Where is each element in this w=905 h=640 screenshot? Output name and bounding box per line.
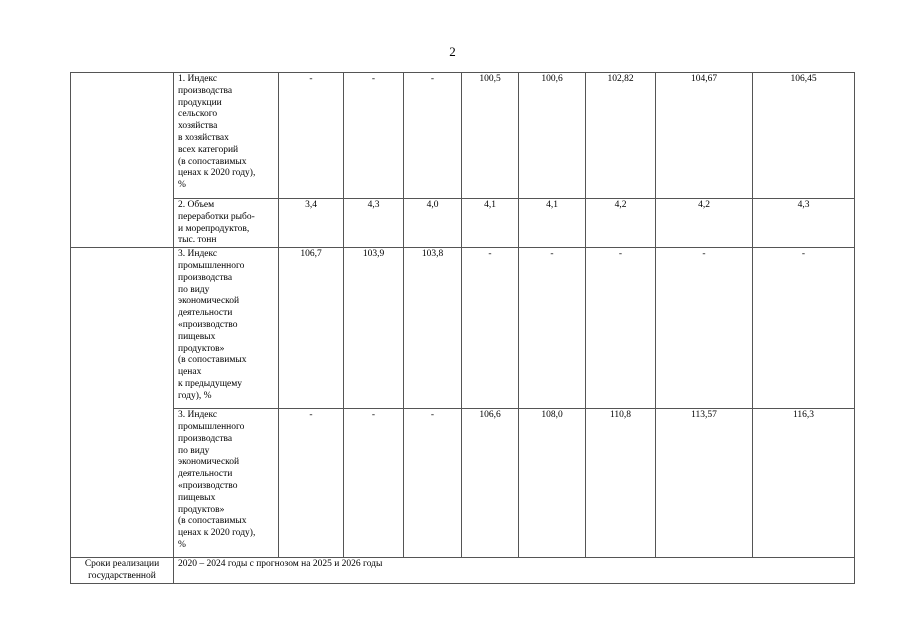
value-cell: 106,45: [753, 73, 855, 199]
value-cell: 102,82: [586, 73, 656, 199]
implementation-period-text: 2020 – 2024 годы с прогнозом на 2025 и 2026 годы: [174, 558, 855, 584]
value-cell: 100,5: [462, 73, 519, 199]
value-cell: 3,4: [279, 199, 344, 248]
value-cell: -: [586, 248, 656, 409]
value-cell: 110,8: [586, 409, 656, 558]
indicator-name: 3. Индекс промышленного производства по виду экономической деятельности «производство пищевых продуктов» (в сопоставимых ценах к предыдущему году), %: [174, 248, 279, 409]
value-cell: 4,2: [656, 199, 753, 248]
value-cell: 4,1: [519, 199, 586, 248]
value-cell: 113,57: [656, 409, 753, 558]
value-cell: 100,6: [519, 73, 586, 199]
table-row: [71, 73, 855, 199]
indicators-table: [70, 72, 855, 584]
value-cell: 106,6: [462, 409, 519, 558]
indicator-name: 1. Индекс производства продукции сельского хозяйства в хозяйствах всех категорий (в сопоставимых ценах к 2020 году), %: [174, 73, 279, 199]
value-cell: -: [519, 248, 586, 409]
indicator-name: 2. Объем переработки рыбо- и морепродуктов, тыс. тонн: [174, 199, 279, 248]
value-cell: 108,0: [519, 409, 586, 558]
implementation-period-label: Сроки реализации государственной: [71, 558, 174, 584]
value-cell: 4,1: [462, 199, 519, 248]
blank-label-cell: [71, 248, 174, 558]
value-cell: 4,2: [586, 199, 656, 248]
value-cell: -: [404, 409, 462, 558]
blank-label-cell: [71, 73, 174, 248]
value-cell: -: [279, 409, 344, 558]
table-row: [71, 199, 855, 248]
value-cell: 106,7: [279, 248, 344, 409]
page-number: 2: [449, 44, 456, 59]
table-row: [71, 248, 855, 409]
value-cell: 103,9: [344, 248, 404, 409]
value-cell: -: [279, 73, 344, 199]
value-cell: -: [344, 409, 404, 558]
table-row: [71, 409, 855, 558]
value-cell: -: [753, 248, 855, 409]
value-cell: -: [462, 248, 519, 409]
value-cell: 104,67: [656, 73, 753, 199]
value-cell: 4,3: [753, 199, 855, 248]
table-row: [71, 558, 855, 584]
value-cell: 116,3: [753, 409, 855, 558]
value-cell: 4,0: [404, 199, 462, 248]
value-cell: -: [656, 248, 753, 409]
value-cell: -: [344, 73, 404, 199]
indicator-name: 3. Индекс промышленного производства по виду экономической деятельности «производство пищевых продуктов» (в сопоставимых ценах к 2020 году), %: [174, 409, 279, 558]
value-cell: 4,3: [344, 199, 404, 248]
value-cell: -: [404, 73, 462, 199]
value-cell: 103,8: [404, 248, 462, 409]
